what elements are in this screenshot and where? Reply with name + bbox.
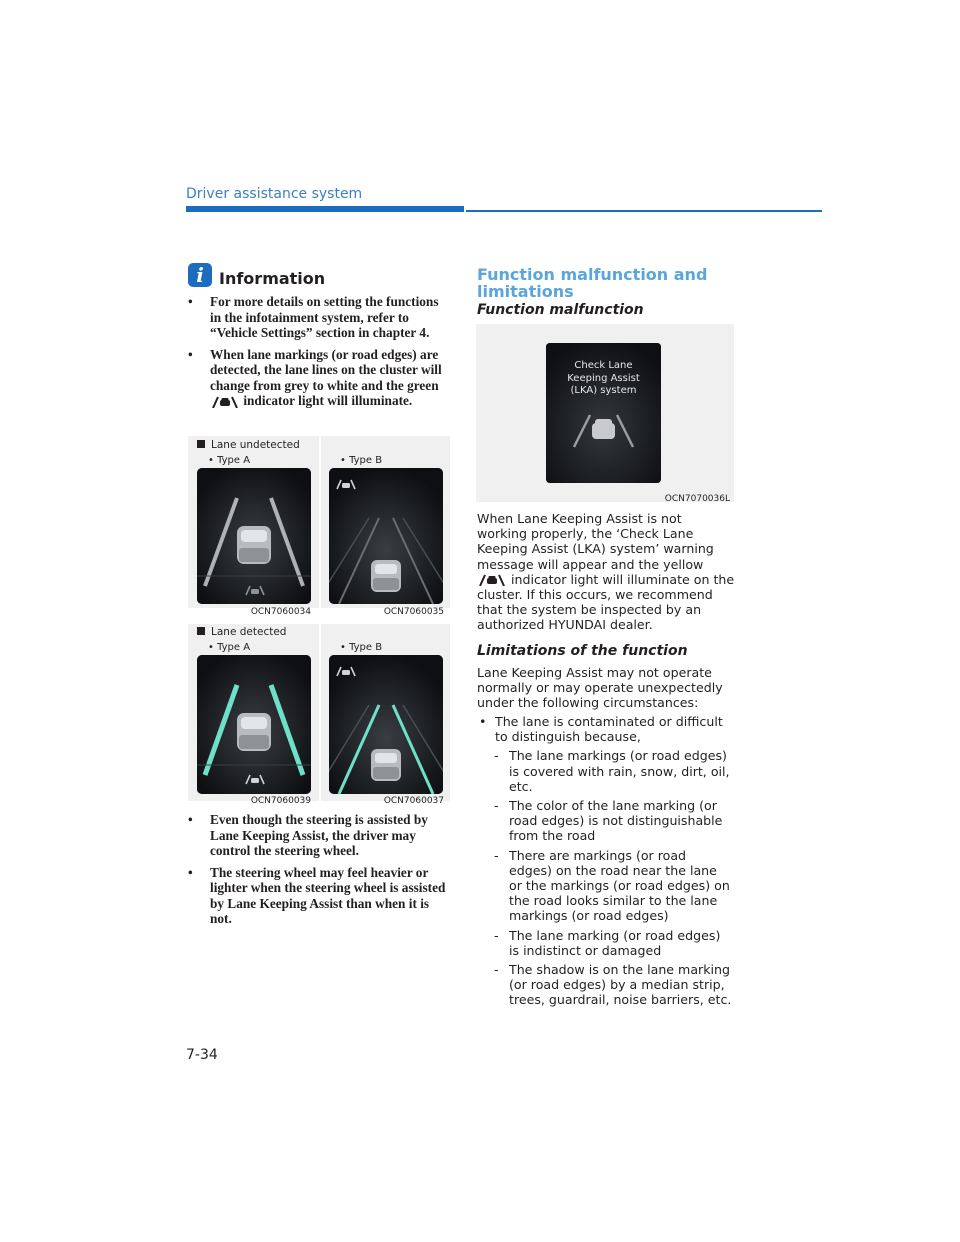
subheading-limitations: Limitations of the function <box>477 643 688 659</box>
paragraph-text-before: When Lane Keeping Assist is not working properly, the ‘Check Lane Keeping Assist (LKA) system’ warning message will appear and the yellow <box>477 511 714 572</box>
lka-green-indicator-icon <box>210 396 240 408</box>
info-item-3 <box>188 812 450 859</box>
cluster-warning-screen <box>546 343 661 483</box>
bullet: • <box>188 864 193 880</box>
cluster-screen-undetected-a <box>197 468 311 604</box>
info-item-text: Even though the steering is assisted by Lane Keeping Assist, the driver may control the steering wheel. <box>210 812 428 858</box>
figure-code: OCN7060037 <box>383 796 444 806</box>
malfunction-paragraph <box>477 511 735 633</box>
limitation-subitem: - The lane markings (or road edges) is covered with rain, snow, dirt, oil, etc. <box>494 748 730 794</box>
header-bar-thick <box>186 206 464 212</box>
type-a-label: • Type A <box>208 642 251 653</box>
cluster-screen-detected-a <box>197 655 311 794</box>
figure-code: OCN7060035 <box>383 607 444 617</box>
figure-heading-undetected: Lane undetected <box>197 439 300 451</box>
cluster-screen-undetected-b <box>329 468 443 604</box>
info-item-1 <box>188 294 450 341</box>
limitation-subitem: - The lane marking (or road edges) is indistinct or damaged <box>494 927 721 958</box>
cluster-screen-detected-b <box>329 655 443 794</box>
cluster-message-line: (LKA) system <box>570 385 637 396</box>
figure-code: OCN7060039 <box>250 796 311 806</box>
header-bar-thin <box>466 210 822 212</box>
info-item-2 <box>188 347 450 409</box>
section-title: Driver assistance system <box>186 186 363 202</box>
bullet: • <box>479 714 487 729</box>
limitations-list <box>477 714 733 1008</box>
section-heading: Function malfunction and limitations <box>477 265 708 301</box>
info-item-text: For more details on setting the functions in the infotainment system, refer to “Vehicle Settings” section in chapter 4. <box>210 294 439 340</box>
bullet: • <box>188 346 193 362</box>
info-icon: i <box>188 263 212 287</box>
lka-yellow-indicator-icon <box>477 574 507 586</box>
bullet: • <box>188 294 193 309</box>
cluster-message-line: Check Lane <box>574 360 633 371</box>
info-item-text: The steering wheel may feel heavier or lighter when the steering wheel is assisted by Lane Keeping Assist than when it is not. <box>210 864 446 926</box>
limitation-subitem: - The color of the lane marking (or road edges) is not distinguishable from the road <box>494 798 723 844</box>
figure-code: OCN7070036L <box>664 494 730 504</box>
type-a-label: • Type A <box>208 455 251 466</box>
cluster-message-line: Keeping Assist <box>567 372 640 384</box>
info-item-text-before: When lane markings (or road edges) are detected, the lane lines on the cluster will change from grey to white and the green <box>210 346 442 393</box>
subheading-malfunction: Function malfunction <box>477 302 644 318</box>
limitation-text: The lane is contaminated or difficult to distinguish because, <box>495 714 723 745</box>
limitation-subitem: - The shadow is on the lane marking (or road edges) by a median strip, trees, guardrail, noise barriers, etc. <box>494 962 732 1008</box>
paragraph-text-after: indicator light will illuminate on the cluster. If this occurs, we recommend that the system be inspected by an authorized HYUNDAI dealer. <box>477 571 735 633</box>
figure-heading-detected: Lane detected <box>197 626 286 638</box>
info-list-top <box>188 294 450 415</box>
type-b-label: • Type B <box>340 642 383 653</box>
type-b-label: • Type B <box>340 455 383 466</box>
info-list-bottom <box>188 812 450 933</box>
page-number: 7-34 <box>186 1047 218 1063</box>
bullet: • <box>188 812 193 827</box>
info-title: Information <box>219 269 326 288</box>
info-item-text-after: indicator light will illuminate. <box>243 393 413 408</box>
limitations-paragraph: Lane Keeping Assist may not operate normally or may operate unexpectedly under the following circumstances: <box>477 665 723 711</box>
limitation-item <box>477 714 733 744</box>
info-item-4 <box>188 865 450 927</box>
limitation-subitem: - There are markings (or road edges) on the road near the lane or the markings (or road edges) on the road looks similar to the lane markings (or road edges) <box>494 847 730 924</box>
figure-code: OCN7060034 <box>250 607 311 617</box>
